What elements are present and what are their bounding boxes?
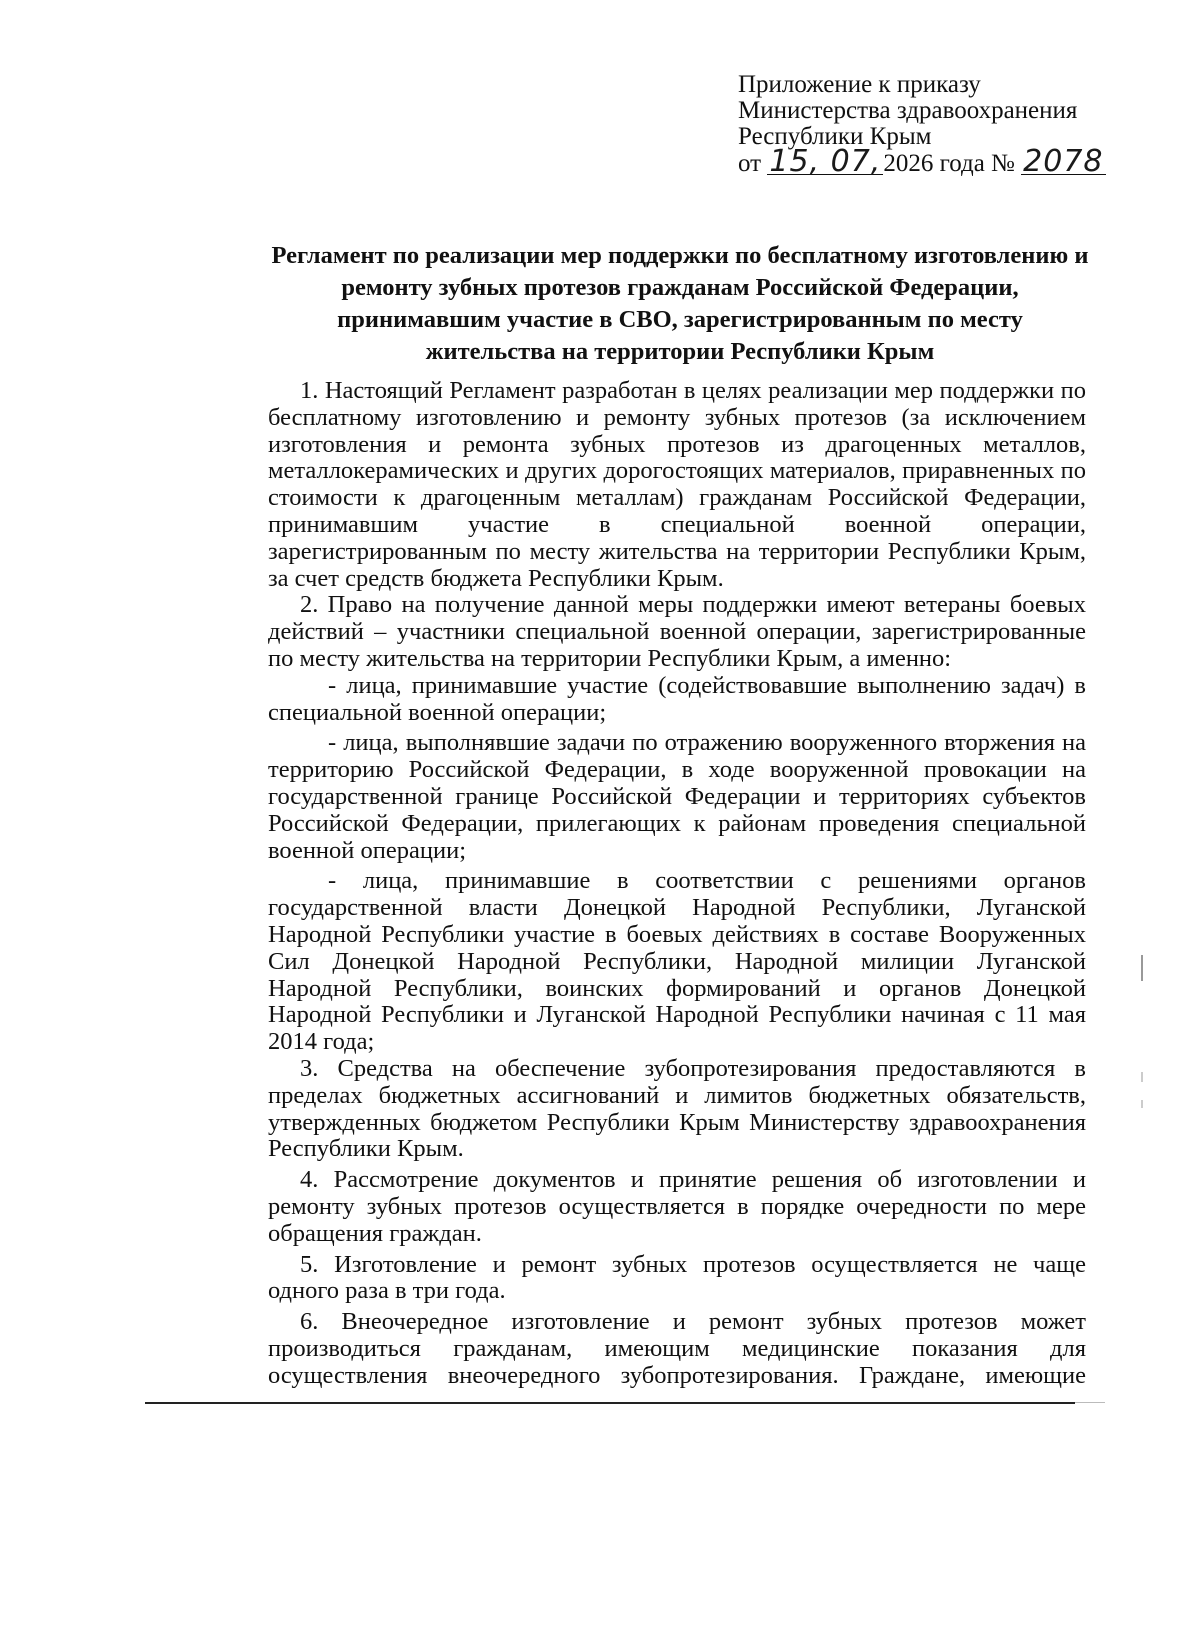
list-item-3: - лица, принимавшие в соответствии с решениями органов государственной власти Донецкой Народной Республики, Луганской Народной Республики участие в боевых действиях в составе Вооруженных Сил Донецкой Народной Республики, Народной милиции Луганской Народной Республики, воинских формирований и органов Донецкой Народной Республики и Луганской Народной Республики начиная с 11 мая 2014 года;	[268, 867, 1086, 1056]
scan-artifact-mark	[1141, 955, 1143, 981]
appendix-line-1: Приложение к приказу	[738, 71, 981, 98]
document-title: Регламент по реализации мер поддержки по бесплатному изготовлению и ремонту зубных протезов гражданам Российской Федерации, принимавшим участие в СВО, зарегистрированным по месту жительства на территории Республики Крым	[271, 242, 1089, 365]
appendix-line-2: Министерства здравоохранения	[738, 97, 1078, 124]
list-item-1: - лица, принимавшие участие (содействовавшие выполнению задач) в специальной военной операции;	[268, 671, 1086, 726]
scan-artifact-mark	[1141, 1100, 1143, 1108]
document-body	[268, 378, 1086, 1389]
paragraph-5: 5. Изготовление и ремонт зубных протезов осуществляется не чаще одного раза в три года.	[268, 1250, 1086, 1305]
paragraph-6: 6. Внеочередное изготовление и ремонт зубных протезов может производиться гражданам, имеющим медицинские показания для осуществления внеочередного зубопротезирования. Граждане, имеющие	[268, 1308, 1086, 1389]
handwritten-date: 15, 07,	[769, 144, 882, 179]
appendix-year-text: 2026 года №	[883, 150, 1015, 177]
list-item-2: - лица, выполнявшие задачи по отражению вооруженного вторжения на территорию Российской Федерации, в ходе вооруженной провокации на государственной границе Российской Федерации и территориях субъектов Российской Федерации, прилегающих к районам проведения специальной военной операции;	[268, 729, 1086, 864]
paragraph-1: 1. Настоящий Регламент разработан в целях реализации мер поддержки по бесплатному изготовлению и ремонту зубных протезов (за исключением изготовления и ремонта зубных протезов из драгоценных металлов, металлокерамических и других дорогостоящих материалов, приравненных по стоимости к драгоценным металлам) гражданам Российской Федерации, принимавшим участие в специальной военной операции, зарегистрированным по месту жительства на территории Республики Крым, за счет средств бюджета Республики Крым.	[268, 377, 1086, 592]
handwritten-order-number: 2078	[1023, 144, 1104, 179]
paragraph-4: 4. Рассмотрение документов и принятие решения об изготовлении и ремонту зубных протезов осуществляется в порядке очередности по мере обращения граждан.	[268, 1166, 1086, 1247]
footer-rule-faint	[1075, 1402, 1105, 1403]
paragraph-3: 3. Средства на обеспечение зубопротезирования предоставляются в пределах бюджетных ассигнований и лимитов бюджетных обязательств, утвержденных бюджетом Республики Крым Министерству здравоохранения Республики Крым.	[268, 1054, 1086, 1163]
scan-artifact-mark	[1141, 1072, 1143, 1082]
appendix-header	[738, 72, 1158, 177]
appendix-line-3: Республики Крым	[738, 123, 932, 150]
appendix-date-prefix: от	[738, 150, 762, 177]
appendix-date-line	[738, 144, 1158, 179]
footer-rule	[145, 1402, 1075, 1404]
paragraph-2: 2. Право на получение данной меры поддержки имеют ветераны боевых действий – участники специальной военной операции, зарегистрированные по месту жительства на территории Республики Крым, а именно:	[268, 591, 1086, 672]
